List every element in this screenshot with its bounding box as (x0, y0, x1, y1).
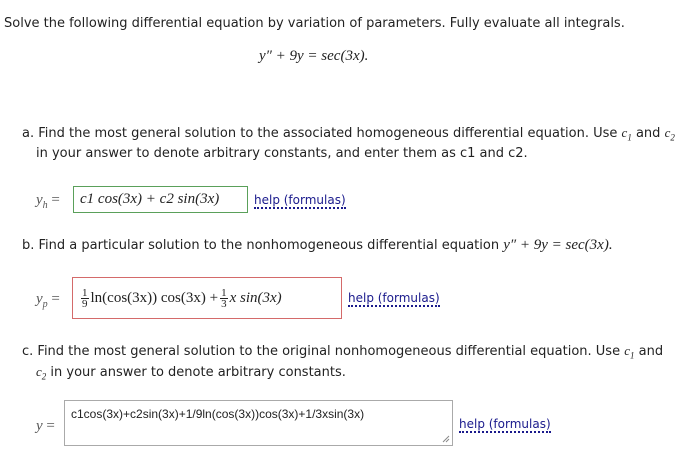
yp-answer-box[interactable] (72, 277, 342, 319)
part-b-prompt (22, 237, 613, 254)
c2-symbol-c: $c_2$ (36, 364, 47, 382)
help-formulas-link-b[interactable]: help (formulas) (348, 291, 440, 305)
part-a-line2: in your answer to denote arbitrary constants, and enter them as c1 and c2. (36, 146, 528, 161)
yp-label: $y_p$ = (36, 291, 60, 310)
c1-symbol-c: $c_1$ (624, 343, 635, 361)
fraction-one-third: $\frac{1}{3}$ (221, 286, 227, 310)
y-answer-value: c1cos(3x)+c2sin(3x)+1/9ln(cos(3x))cos(3x)+1/3xsin(3x) (71, 407, 365, 421)
and-text: and (635, 126, 661, 141)
problem-equation: y″ + 9y = sec(3x). (259, 48, 369, 64)
c2-symbol: $c_2$ (664, 125, 675, 143)
part-c-prompt (22, 343, 663, 361)
yp-answer-part2: x sin(3x) (229, 289, 282, 306)
fraction-one-ninth: $\frac{1}{9}$ (82, 286, 88, 310)
yh-label: $y_h$ = (36, 192, 60, 211)
c1-symbol: $c_1$ (621, 125, 632, 143)
part-b-text: b. Find a particular solution to the nonhomogeneous differential equation (22, 238, 500, 253)
and-text-c: and (638, 344, 664, 359)
help-formulas-link-c[interactable]: help (formulas) (459, 417, 551, 431)
part-a-line1: a. Find the most general solution to the associated homogeneous differential equation. Use (22, 126, 618, 141)
yp-answer-part1: ln(cos(3x)) cos(3x) + (90, 289, 219, 306)
part-c-line2: $c_2$ in your answer to denote arbitrary constants. (36, 364, 346, 382)
part-a-prompt (22, 125, 675, 143)
yh-answer: c1 cos(3x) + c2 sin(3x) (80, 191, 220, 207)
resize-grip-icon[interactable] (442, 435, 450, 443)
y-answer-textarea[interactable] (64, 400, 453, 446)
help-formulas-link-a[interactable]: help (formulas) (254, 193, 346, 207)
part-b-equation: y″ + 9y = sec(3x). (503, 237, 613, 253)
part-c-line1: c. Find the most general solution to the original nonhomogeneous differential equation. Use (22, 344, 621, 359)
yh-answer-box[interactable] (73, 186, 248, 213)
y-label: y = (36, 418, 55, 434)
problem-intro: Solve the following differential equation by variation of parameters. Fully evaluate all integrals. (4, 16, 625, 31)
